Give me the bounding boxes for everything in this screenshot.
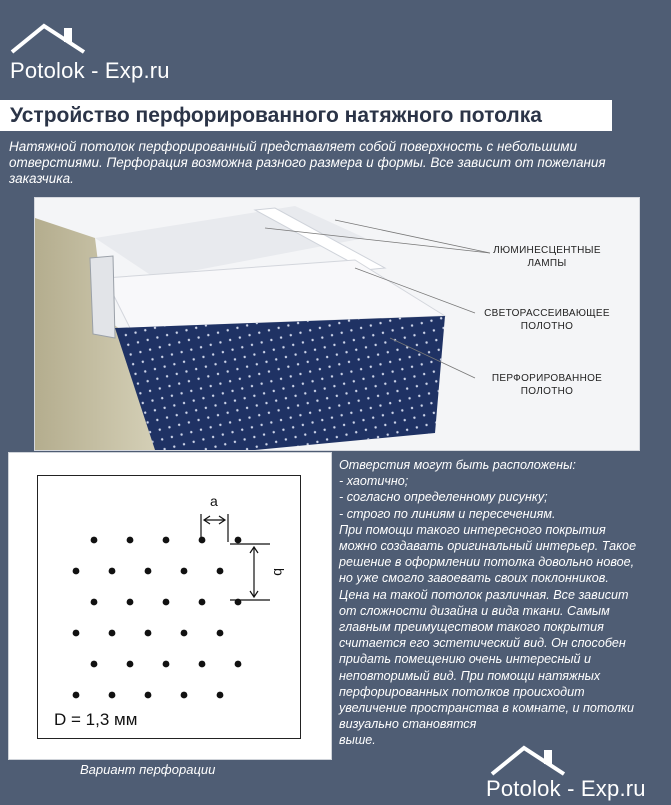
perforation-hole bbox=[199, 599, 206, 606]
body-text-line: придать помещению очень интересный и bbox=[339, 652, 592, 667]
callout-diffuser-line1: СВЕТОРАССЕИВАЮЩЕЕ bbox=[484, 308, 610, 319]
body-text-line: визуально становятся bbox=[339, 717, 477, 732]
logo-text: Potolok - Exp.ru bbox=[486, 776, 646, 801]
site-logo[interactable] bbox=[8, 22, 208, 82]
site-logo-bottom[interactable] bbox=[486, 744, 671, 804]
perforation-hole bbox=[181, 630, 188, 637]
callout-diffuser-line2: ПОЛОТНО bbox=[520, 321, 574, 332]
callout-lamps-line1: ЛЮМИНЕСЦЕНТНЫЕ bbox=[493, 245, 601, 256]
perforation-hole bbox=[235, 599, 242, 606]
body-text-line: от сложности дизайна и вида ткани. Самым bbox=[339, 603, 610, 618]
perforation-hole bbox=[91, 661, 98, 668]
body-text-line: главным преимуществом такого покрытия bbox=[339, 620, 604, 635]
intro-paragraph: Натяжной потолок перфорированный представляет собой поверхность с небольшими отверстиями. Перфорация возможна разного размера и формы. Все зависит от пожелания заказчика. bbox=[9, 139, 606, 186]
perforation-hole bbox=[163, 599, 170, 606]
perforation-dots bbox=[38, 476, 300, 738]
perforation-hole bbox=[127, 537, 134, 544]
body-text-line: - хаотично; bbox=[339, 474, 409, 489]
body-text-line: выше. bbox=[339, 733, 376, 748]
perforation-hole bbox=[217, 692, 224, 699]
house-roof-icon bbox=[488, 744, 578, 778]
house-roof-icon bbox=[8, 22, 98, 58]
dimension-b-label: b bbox=[271, 568, 287, 576]
perforation-hole bbox=[109, 692, 116, 699]
perforation-hole bbox=[217, 568, 224, 575]
body-text-line: решение в оформлении потолка довольно новое, bbox=[339, 555, 635, 570]
perforation-hole bbox=[217, 630, 224, 637]
diagram-caption: Вариант перфорации bbox=[80, 762, 216, 777]
perforation-diagram bbox=[8, 452, 332, 760]
logo-text: Potolok - Exp.ru bbox=[10, 58, 170, 83]
body-text-line: неповторимый вид. При помощи натяжных bbox=[339, 668, 601, 683]
hole-diameter-label: D = 1,3 мм bbox=[54, 710, 138, 729]
body-text-line: увеличение пространства в комнате, и потолки bbox=[339, 701, 635, 716]
perforation-hole bbox=[235, 661, 242, 668]
body-text-line: считается его эстетический вид. Он способен bbox=[339, 636, 626, 651]
body-text-line: перфорированных потолков происходит bbox=[339, 684, 585, 699]
perforation-hole bbox=[163, 661, 170, 668]
body-text-line: можно создавать оригинальный интерьер. Такое bbox=[339, 539, 637, 554]
perforation-hole bbox=[91, 599, 98, 606]
perforation-hole bbox=[235, 537, 242, 544]
perforation-hole bbox=[145, 630, 152, 637]
body-text-line: Отверстия могут быть расположены: bbox=[339, 458, 576, 472]
ceiling-illustration bbox=[34, 197, 640, 451]
perforation-hole bbox=[91, 537, 98, 544]
callout-perforated bbox=[472, 372, 622, 398]
perforation-hole bbox=[127, 661, 134, 668]
callout-perforated-line2: ПОЛОТНО bbox=[520, 386, 574, 397]
dimension-a-label: a bbox=[210, 493, 218, 509]
body-text-line: Цена на такой потолок различная. Все зависит bbox=[339, 587, 629, 602]
perforation-hole bbox=[127, 599, 134, 606]
perforation-hole bbox=[163, 537, 170, 544]
callout-lamps bbox=[472, 244, 622, 270]
callout-perforated-line1: ПЕРФОРИРОВАННОЕ bbox=[491, 373, 603, 384]
perforation-hole bbox=[109, 568, 116, 575]
body-text-line: но уже смогло завоевать своих поклонников. bbox=[339, 571, 609, 586]
perforation-hole bbox=[145, 692, 152, 699]
perforation-hole bbox=[145, 568, 152, 575]
perforation-hole bbox=[73, 568, 80, 575]
perforation-hole bbox=[109, 630, 116, 637]
perforation-frame bbox=[37, 475, 301, 739]
body-text bbox=[339, 457, 669, 749]
callout-lamps-line2: ЛАМПЫ bbox=[527, 258, 567, 269]
perforation-hole bbox=[181, 568, 188, 575]
perforation-hole bbox=[181, 692, 188, 699]
body-text-line: - согласно определенному рисунку; bbox=[339, 490, 548, 505]
perforation-hole bbox=[199, 661, 206, 668]
perforation-hole bbox=[199, 537, 206, 544]
perforation-hole bbox=[73, 692, 80, 699]
callout-diffuser bbox=[472, 307, 622, 333]
body-text-line: При помощи такого интересного покрытия bbox=[339, 522, 606, 537]
perforation-hole bbox=[73, 630, 80, 637]
page-title: Устройство перфорированного натяжного потолка bbox=[0, 100, 612, 131]
body-text-line: - строго по линиям и пересечениям. bbox=[339, 506, 556, 521]
